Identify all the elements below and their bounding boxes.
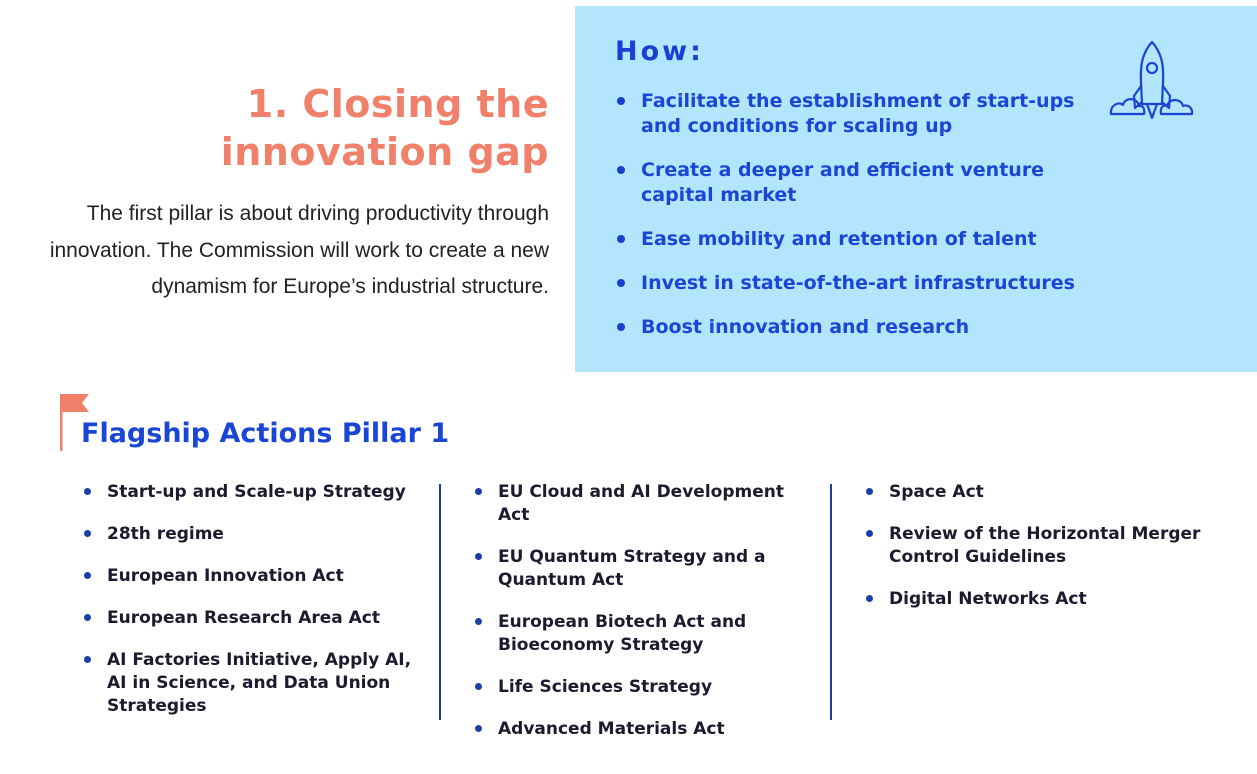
how-list <box>615 89 1085 359</box>
flagship-title: Flagship Actions Pillar 1 <box>81 418 450 449</box>
list-item: Digital Networks Act <box>864 588 1224 611</box>
list-item: AI Factories Initiative, Apply AI, AI in Science, and Data Union Strategies <box>82 649 412 718</box>
flagship-column-3 <box>864 481 1224 630</box>
list-item: EU Cloud and AI Development Act <box>473 481 813 527</box>
how-item: Facilitate the establishment of start-ups and conditions for scaling up <box>615 89 1085 139</box>
column-divider <box>439 484 441 720</box>
flagship-column-2 <box>473 481 813 760</box>
page-title <box>129 80 549 176</box>
list-item: Start-up and Scale-up Strategy <box>82 481 412 504</box>
title-line-2: innovation gap <box>220 130 549 174</box>
title-line-1: 1. Closing the <box>246 82 549 126</box>
rocket-icon <box>1109 38 1195 120</box>
list-item: 28th regime <box>82 523 412 546</box>
intro-paragraph: The first pillar is about driving productivity through innovation. The Commission will work to create a new dynamism for Europe’s industrial structure. <box>49 202 549 298</box>
how-item: Boost innovation and research <box>615 315 1085 340</box>
list-item: Advanced Materials Act <box>473 718 813 741</box>
list-item: Space Act <box>864 481 1224 504</box>
list-item: Life Sciences Strategy <box>473 676 813 699</box>
column-divider <box>830 484 832 720</box>
how-item: Invest in state-of-the-art infrastructures <box>615 271 1085 296</box>
how-item: Ease mobility and retention of talent <box>615 227 1085 252</box>
list-item: European Research Area Act <box>82 607 412 630</box>
flagship-column-1 <box>82 481 412 737</box>
list-item: EU Quantum Strategy and a Quantum Act <box>473 546 813 592</box>
how-panel <box>575 6 1257 372</box>
how-title: How: <box>615 36 704 67</box>
list-item: Review of the Horizontal Merger Control Guidelines <box>864 523 1224 569</box>
list-item: European Biotech Act and Bioeconomy Strategy <box>473 611 813 657</box>
list-item: European Innovation Act <box>82 565 412 588</box>
how-item: Create a deeper and efficient venture capital market <box>615 158 1085 208</box>
